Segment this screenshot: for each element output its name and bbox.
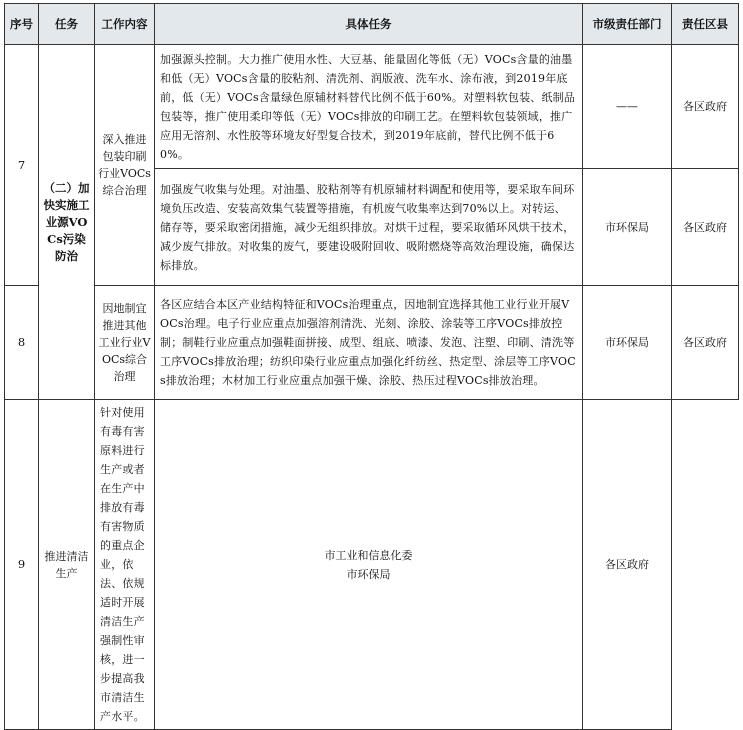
responsible-area: 各区政府	[583, 400, 672, 730]
responsible-dept: ——	[583, 45, 672, 169]
specific-task: 加强源头控制。大力推广使用水性、大豆基、能量固化等低（无）VOCs含量的油墨和低（无）VOCs含量的胶粘剂、清洗剂、润版液、洗车水、涂布液，到2019年底前，低（无）VOCs含量绿色原辅材料替代比例不低于60%。对塑料软包装、纸制品包装等，推广使用柔印等低（无）VOCs排放的印刷工艺。在塑料软包装领域，推广应用无溶剂、水性胶等环境友好型复合技术，到2019年底前，替代比例不低于60%。	[155, 45, 583, 169]
row-number: 7	[5, 45, 39, 286]
header-dept: 市级责任部门	[583, 4, 672, 45]
row-number: 9	[5, 400, 39, 730]
specific-task: 针对使用有毒有害原料进行生产或者在生产中排放有毒有害物质的重点企业，依法、依规适时开展清洁生产强制性审核，进一步提高我市清洁生产水平。	[95, 400, 155, 730]
table-row	[5, 400, 739, 730]
vocs-task-table	[4, 3, 739, 730]
work-content: 推进清洁生产	[39, 400, 95, 730]
responsible-area: 各区政府	[672, 45, 739, 169]
header-area: 责任区县	[672, 4, 739, 45]
table-row	[5, 286, 739, 400]
specific-task: 加强废气收集与处理。对油墨、胶粘剂等有机原辅材料调配和使用等，要采取车间环境负压改造、安装高效集气装置等措施，有机废气收集率达到70%以上。对转运、储存等，要采取密闭措施，减少无组织排放。对烘干过程，要采取循环风烘干技术，减少废气排放。对收集的废气，要建设吸附回收、吸附燃烧等高效治理设施，确保达标排放。	[155, 169, 583, 286]
responsible-dept: 市工业和信息化委 市环保局	[155, 400, 583, 730]
responsible-dept: 市环保局	[583, 169, 672, 286]
work-content: 深入推进包装印刷行业VOCs综合治理	[95, 45, 155, 286]
table-row	[5, 45, 739, 169]
specific-task: 各区应结合本区产业结构特征和VOCs治理重点，因地制宜选择其他工业行业开展VOCs治理。电子行业应重点加强溶剂清洗、光刻、涂胶、涂装等工序VOCs排放控制；制鞋行业应重点加强鞋面拼接、成型、组底、喷漆、发泡、注塑、印刷、清洗等工序VOCs排放治理；纺织印染行业应重点加强化纤纺丝、热定型、涂层等工序VOCs排放治理；木材加工行业应重点加强干燥、涂胶、热压过程VOCs排放治理。	[155, 286, 583, 400]
task-category: （二）加快实施工业源VOCs污染防治	[39, 45, 95, 400]
responsible-dept: 市环保局	[583, 286, 672, 400]
responsible-area: 各区政府	[672, 286, 739, 400]
header-content: 工作内容	[95, 4, 155, 45]
header-no: 序号	[5, 4, 39, 45]
responsible-area: 各区政府	[672, 169, 739, 286]
header-task: 任务	[39, 4, 95, 45]
header-specific: 具体任务	[155, 4, 583, 45]
header-row	[5, 4, 739, 45]
row-number: 8	[5, 286, 39, 400]
work-content: 因地制宜推进其他工业行业VOCs综合治理	[95, 286, 155, 400]
